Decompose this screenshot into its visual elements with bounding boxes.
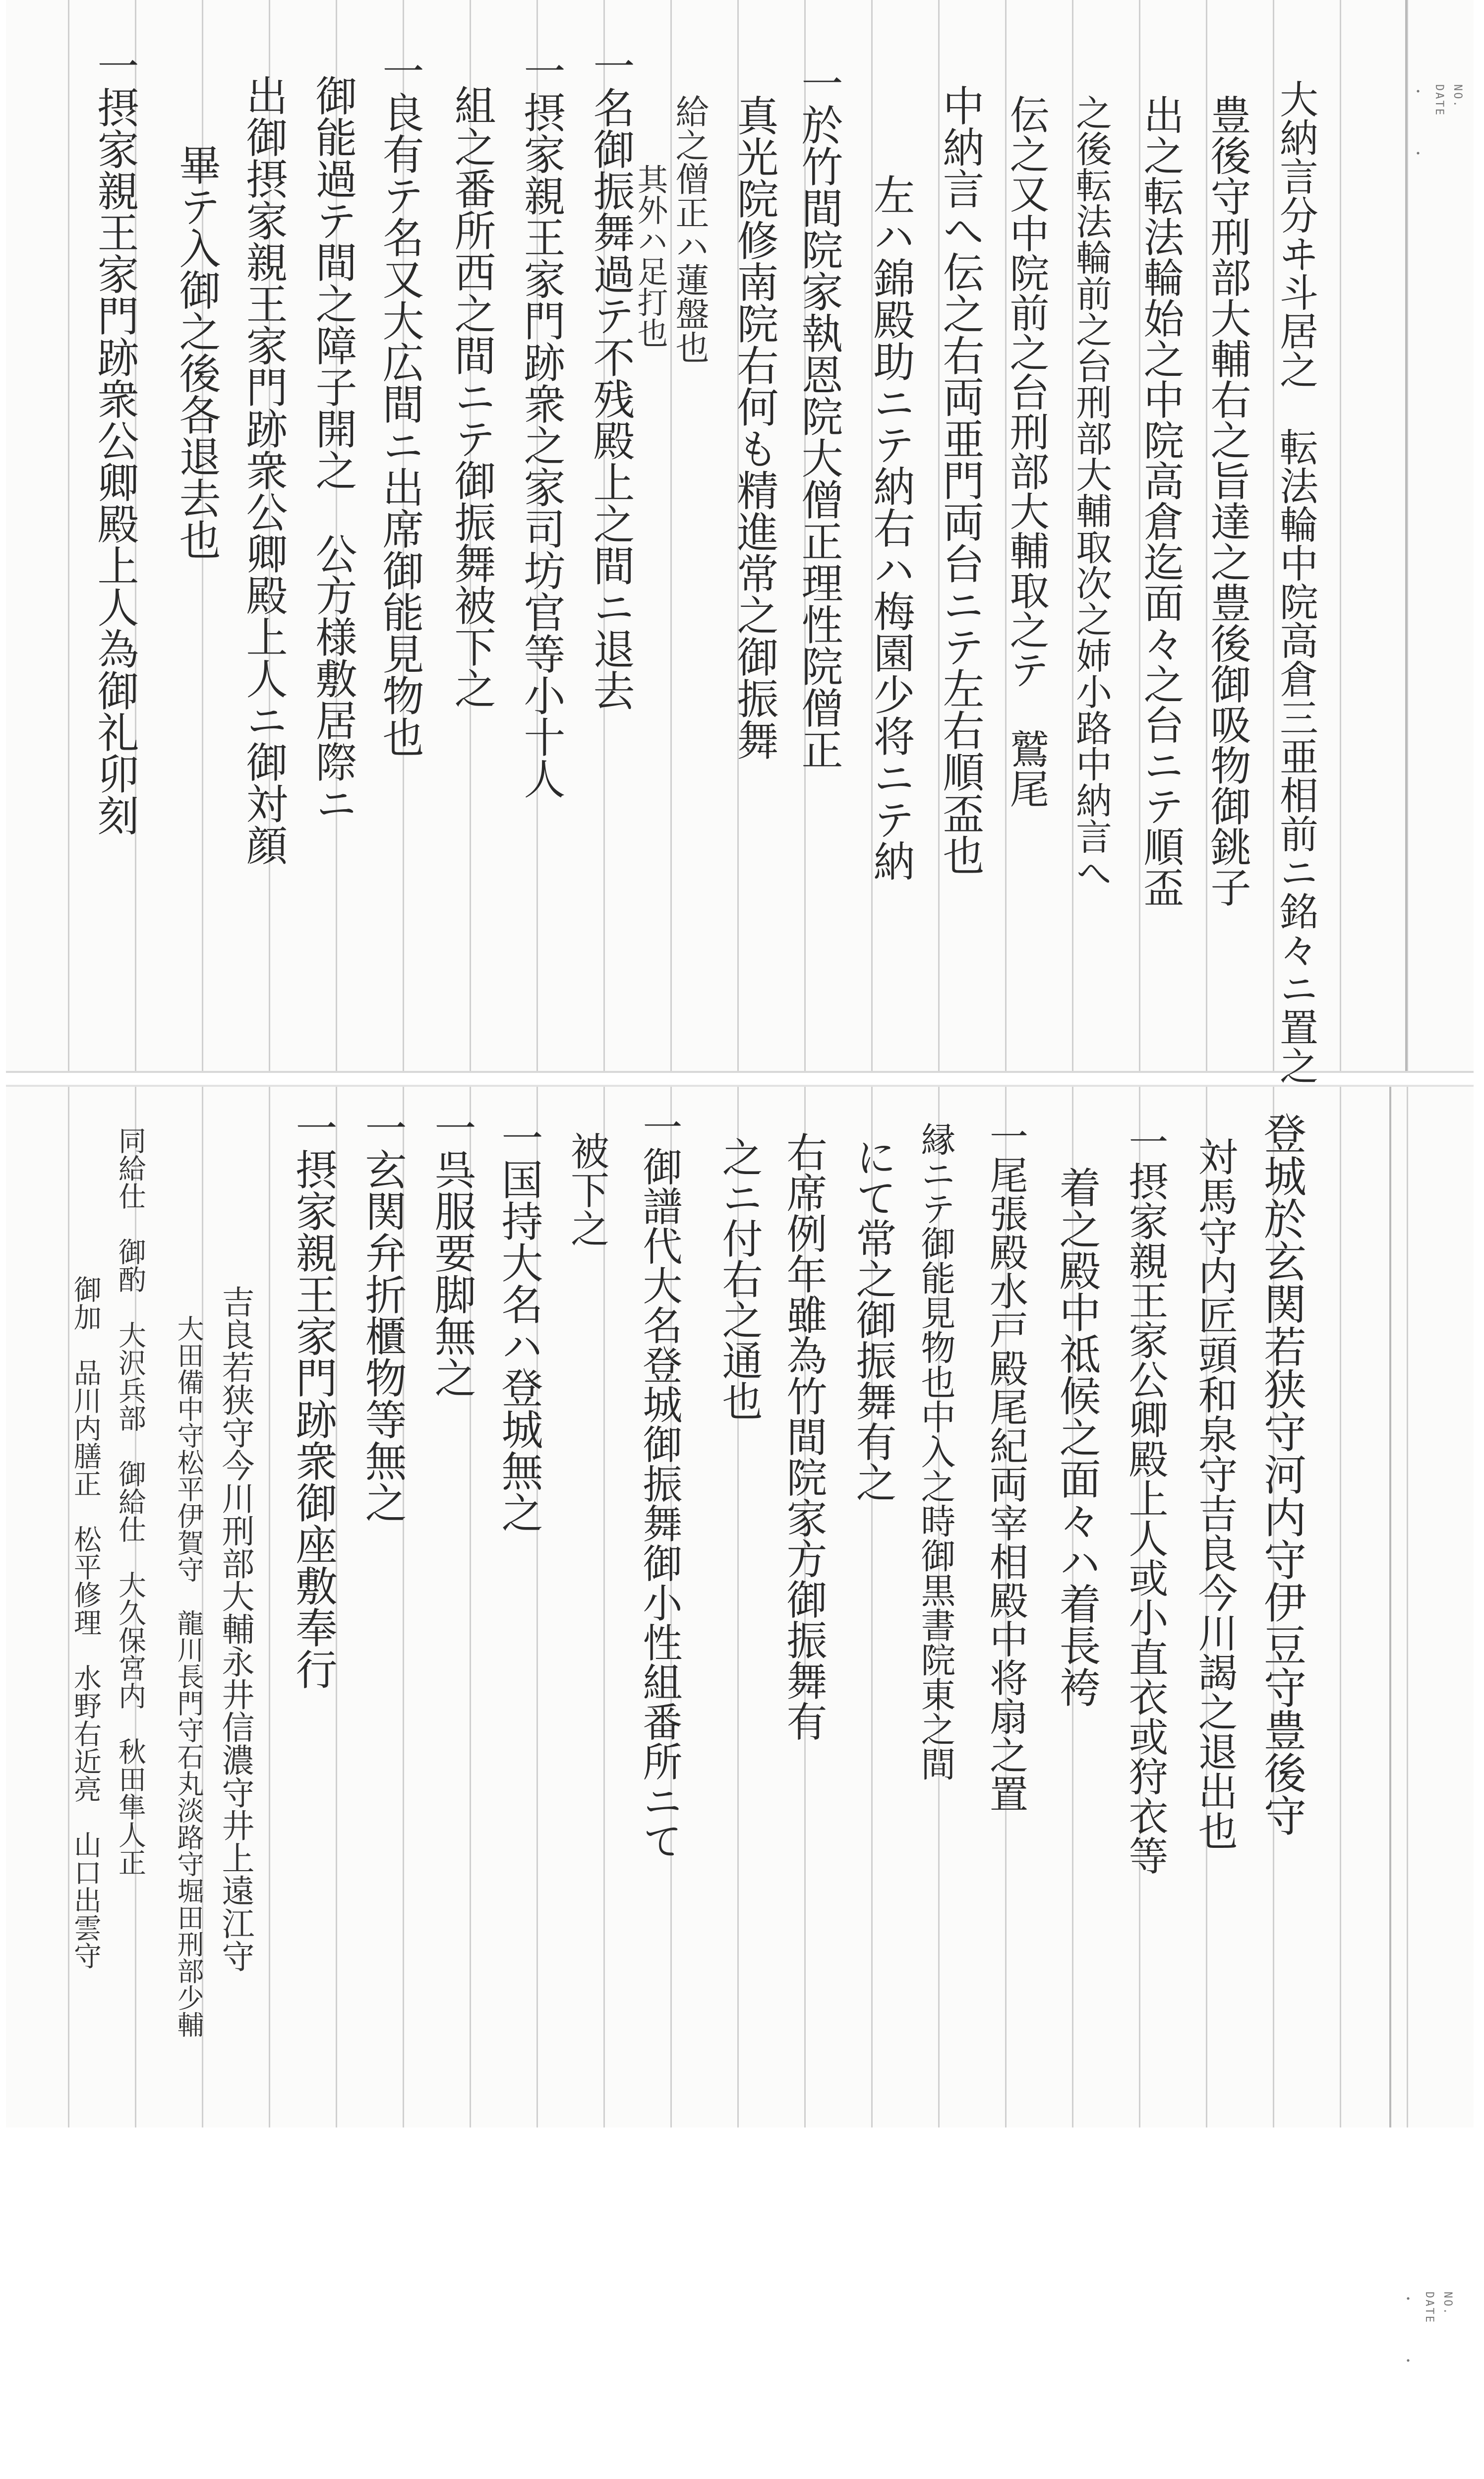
date-label: DATE <box>1433 84 1445 117</box>
text-column: 出御摂家親王家門跡衆公卿殿上人ニ御対顔 <box>239 74 288 866</box>
text-column: 登城於玄関若狭守河内守伊豆守豊後守 <box>1256 1112 1306 1836</box>
text-column: 左ハ錦殿助ニテ納右ハ梅園少将ニテ納 <box>867 174 915 882</box>
text-column: 対馬守内匠頭和泉守吉良今川謁之退出也 <box>1191 1136 1238 1850</box>
text-column: 真光院修南院右何も精進常之御振舞 <box>730 94 779 761</box>
notebook-page-bottom <box>6 1085 1474 2387</box>
text-column: 畢テ入御之後各退去也 <box>173 144 221 560</box>
text-column: 一於竹間院家執恩院大僧正理性院僧正 <box>795 62 843 770</box>
text-column: 中納言へ伝之右両亜門両台ニテ左右順盃也 <box>936 84 985 876</box>
text-column: 一玄関弁折櫃物等無之 <box>358 1107 407 1523</box>
text-column: 御能過テ間之障子開之 公方様敷居際ニ <box>309 74 357 824</box>
date-label: DATE <box>1423 2292 1435 2324</box>
text-column: 御加 品川内膳正 松平修理 水野右近亮 山口出雲守 <box>69 1275 102 1969</box>
text-column: 大納言分ヰ斗居之 転法輪中院高倉三亜相前ニ銘々ニ置之 <box>1273 79 1318 1085</box>
date-dots: ・ ・ <box>1409 84 1425 180</box>
notebook-page-top <box>6 0 1474 1085</box>
text-column: 縁ニテ御能見物也中入之時御黒書院東之間 <box>915 1121 956 1781</box>
date-dots: ・ ・ <box>1399 2292 1416 2387</box>
page-header <box>1399 2292 1454 2479</box>
text-column: 一摂家親王家公卿殿上人或小直衣或狩衣等 <box>1122 1121 1168 1875</box>
no-label: NO. <box>1451 84 1464 109</box>
text-column: 之後転法輪前之台刑部大輔取次之姉小路中納言へ <box>1069 94 1112 890</box>
text-column: 出之転法輪始之中院高倉迄面々之台ニテ順盃 <box>1137 94 1184 907</box>
no-label: NO. <box>1441 2292 1454 2316</box>
text-column: 一良有テ名又大広間ニ出席御能見物也 <box>376 50 424 758</box>
page-header <box>1409 84 1464 312</box>
text-column: 一摂家親王家門跡衆御座敷奉行 <box>289 1107 338 1690</box>
text-column: 吉良若狭守今川刑部大輔永井信濃守井上遠江守 <box>216 1285 254 1972</box>
text-column: にて常之御振舞有之 <box>849 1136 896 1502</box>
text-column: 一御譜代大名登城御振舞御小性組番所ニて <box>636 1107 682 1860</box>
text-column: 伝之又中院前之台刑部大輔取之テ 鷲尾 <box>1003 94 1049 808</box>
text-column: 着之殿中祗候之面々ハ着長袴 <box>1053 1166 1101 1708</box>
text-column: 同給仕 御酌 大沢兵部 御給仕 大久保宮内 秋田隼人正 <box>114 1126 146 1876</box>
text-column: 右席例年雖為竹間院家方御振舞有 <box>780 1131 827 1741</box>
text-column: 組之番所西之間ニテ御振舞被下之 <box>448 84 496 709</box>
text-column: 其外ハ足打也 <box>632 164 668 348</box>
text-column: 大田備中守松平伊賀守 龍川長門守石丸淡路守堀田刑部少輔 <box>173 1315 204 2038</box>
margin-line <box>1389 1087 1391 2127</box>
text-column: 一尾張殿水戸殿尾紀両宰相殿中将扇之置 <box>983 1117 1028 1813</box>
text-column: 一国持大名ハ登城無之 <box>495 1117 543 1533</box>
text-column: 給之僧正ハ蓮盤也 <box>670 94 709 364</box>
text-column: 一摂家親王家門跡衆之家司坊官等小十人 <box>517 50 566 799</box>
text-column: 被下之 <box>564 1131 609 1247</box>
text-column: 一名御振舞過テ不残殿上之間ニ退去 <box>587 45 635 711</box>
text-column: 一摂家親王家門跡衆公卿殿上人為御礼卯刻 <box>91 45 139 836</box>
text-column: 一呉服要脚無之 <box>428 1107 476 1398</box>
text-column: 之ニ付右之通也 <box>715 1136 763 1421</box>
text-column: 豊後守刑部大輔右之旨達之豊後御吸物御銚子 <box>1204 94 1251 907</box>
